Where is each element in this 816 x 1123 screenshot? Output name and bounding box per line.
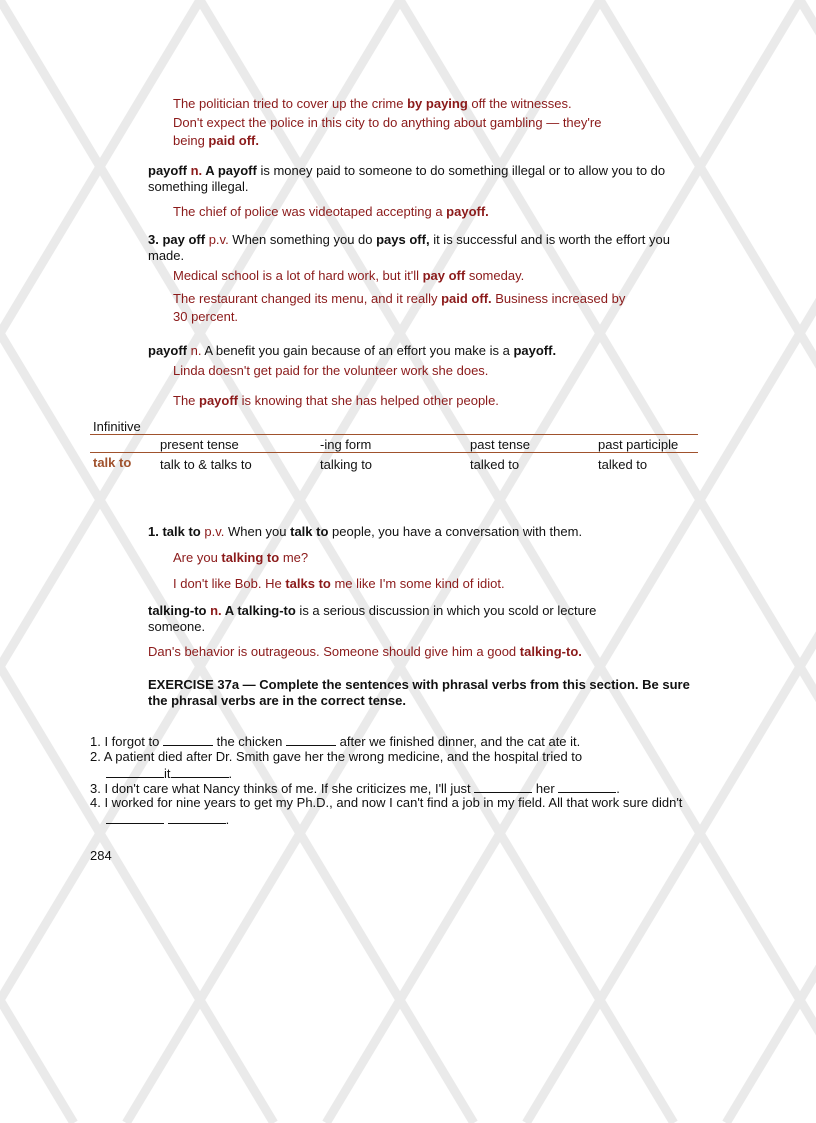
column-header: -ing form [320,437,372,452]
definition-talk-to: 1. talk to p.v. When you talk to people, you have a conversation with them. [148,524,583,539]
example-sentence: Medical school is a lot of hard work, but it'll pay off someday. [173,268,525,283]
infinitive-label: Infinitive [93,419,141,434]
answer-blank[interactable] [474,780,532,793]
table-cell: talk to & talks to [160,457,252,472]
exercise-item-4: 4. I worked for nine years to get my Ph.D., and now I can't find a job in my field. All that work sure didn't [90,795,683,810]
definition-payoff-noun: payoff n. A payoff is money paid to someone to do something illegal or to allow you to do something illegal. [148,163,666,194]
column-header: present tense [160,437,239,452]
answer-blank[interactable] [106,765,164,778]
definition-talking-to-noun: talking-to n. A talking-to is a serious discussion in which you scold or lecture someone. [148,603,597,634]
exercise-item-2: 2. A patient died after Dr. Smith gave her the wrong medicine, and the hospital tried to [90,749,583,764]
example-sentence-cont: 30 percent. [173,309,239,324]
exercise-item-2-cont: it . [106,765,232,782]
column-header: past tense [470,437,530,452]
example-sentence: The restaurant changed its menu, and it really paid off. Business increased by [173,291,626,306]
table-rule-top [90,434,698,435]
exercise-item-3: 3. I don't care what Nancy thinks of me. If she criticizes me, I'll just her . [90,781,620,796]
example-sentence: The politician tried to cover up the crime by paying off the witnesses. [173,96,572,111]
definition-payoff-noun-2: payoff n. A benefit you gain because of an effort you make is a payoff. [148,343,557,358]
column-header: past participle [598,437,679,452]
table-cell: talking to [320,457,373,472]
answer-blank[interactable] [286,733,336,746]
example-sentence: The payoff is knowing that she has helped other people. [173,393,499,408]
example-sentence: Dan's behavior is outrageous. Someone should give him a good talking-to. [148,644,582,659]
answer-blank[interactable] [168,811,226,824]
example-sentence: Linda doesn't get paid for the volunteer work she does. [173,363,489,378]
table-cell: talked to [598,457,648,472]
table-rule-middle [90,452,698,453]
exercise-title: EXERCISE 37a — Complete the sentences with phrasal verbs from this section. Be sure the phrasal verbs are in the correct tense. [148,677,690,708]
example-sentence: Are you talking to me? [173,550,309,565]
answer-blank[interactable] [163,733,213,746]
example-sentence: I don't like Bob. He talks to me like I'm some kind of idiot. [173,576,505,591]
answer-blank[interactable] [558,780,616,793]
definition-pay-off: 3. pay off p.v. When something you do pays off, it is successful and is worth the effort you made. [148,232,670,263]
answer-blank[interactable] [171,765,229,778]
page-number: 284 [90,848,112,863]
example-sentence: Don't expect the police in this city to do anything about gambling — they're [173,115,602,130]
example-sentence-cont: being paid off. [173,133,259,148]
table-verb: talk to [93,455,132,470]
table-cell: talked to [470,457,520,472]
example-sentence: The chief of police was videotaped accepting a payoff. [173,204,489,219]
exercise-item-1: 1. I forgot to the chicken after we finished dinner, and the cat ate it. [90,734,581,749]
answer-blank[interactable] [106,811,164,824]
exercise-item-4-cont: . [106,811,229,828]
